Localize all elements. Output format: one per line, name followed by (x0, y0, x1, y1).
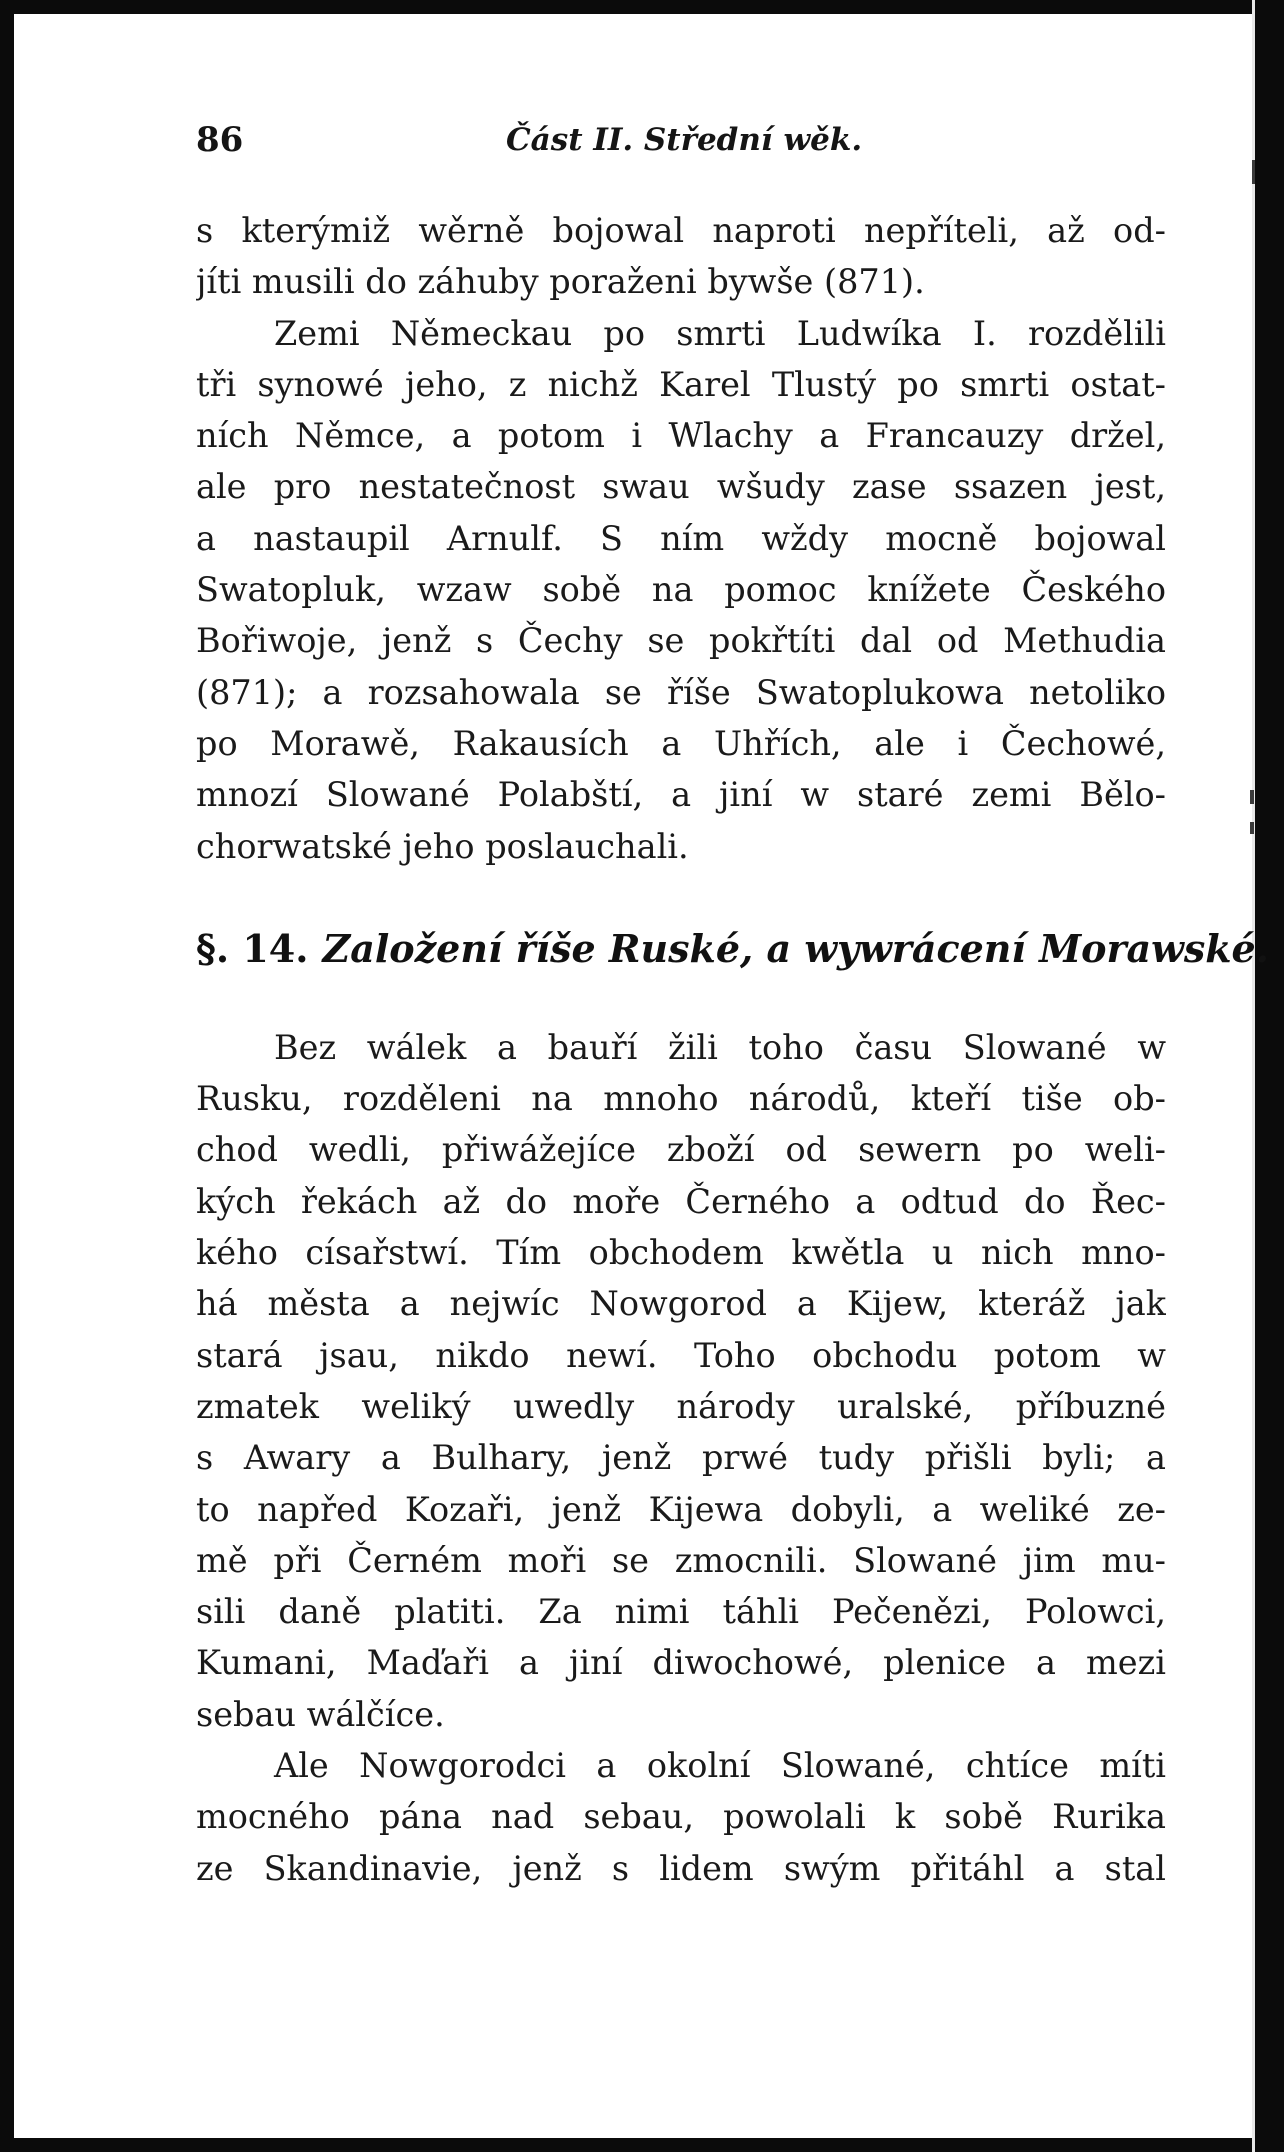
text-line: ale pro nestatečnost swau wšudy zase ssazen jest, (196, 467, 1166, 507)
text-line: sili daně platiti. Za nimi táhli Pečenězi, Polowci, (196, 1592, 1166, 1632)
text-line: chod wedli, přiwážejíce zboží od sewern po weli- (196, 1130, 1166, 1170)
text-line: Zemi Německau po smrti Ludwíka I. rozdělili (274, 313, 1166, 353)
text-line: po Morawě, Rakausích a Uhřích, ale i Čechowé, (196, 723, 1166, 763)
paragraph-4 (196, 1740, 1166, 1894)
text-line: mnozí Slowané Polabští, a jiní w staré zemi Bělo- (196, 775, 1166, 815)
page-body (196, 205, 1269, 1894)
text-line: Ale Nowgorodci a okolní Slowané, chtíce míti (274, 1746, 1166, 1786)
running-title: Část II. Střední wěk. (506, 122, 863, 158)
text-line: mocného pána nad sebau, powolali k sobě Rurika (196, 1797, 1166, 1837)
scan-speck (1250, 822, 1254, 834)
text-line: chorwatské jeho poslauchali. (196, 826, 689, 866)
scan-speck (1250, 790, 1254, 804)
text-line: kého císařstwí. Tím obchodem kwětla u nich mno- (196, 1233, 1166, 1273)
paragraph-2 (196, 308, 1166, 872)
page-header (176, 120, 1176, 180)
text-line: Rusku, rozděleni na mnoho národů, kteří tiše ob- (196, 1079, 1166, 1119)
page-number: 86 (196, 120, 244, 160)
text-line: kých řekách až do moře Černého a odtud do Řec- (196, 1181, 1166, 1221)
section-title: Založení říše Ruské, a wywrácení Morawské. (322, 925, 1269, 971)
text-line: sebau wálčíce. (196, 1694, 445, 1734)
text-line: Kumani, Maďaři a jiní diwochowé, plenice a mezi (196, 1643, 1166, 1683)
scan-speck (1252, 160, 1255, 184)
text-line: jíti musili do záhuby poraženi bywše (871). (196, 262, 925, 302)
text-line: (871); a rozsahowala se říše Swatoplukowa netoliko (196, 672, 1166, 712)
paragraph-1 (196, 205, 1166, 308)
text-line: to napřed Kozaři, jenž Kijewa dobyli, a weliké ze- (196, 1489, 1166, 1529)
text-line: zmatek weliký uwedly národy uralské, příbuzné (196, 1386, 1166, 1426)
text-line: mě při Černém moři se zmocnili. Slowané jim mu- (196, 1540, 1166, 1580)
section-heading (196, 924, 1269, 974)
text-line: Swatopluk, wzaw sobě na pomoc knížete Českého (196, 570, 1166, 610)
text-line: tři synowé jeho, z nichž Karel Tlustý po smrti ostat- (196, 364, 1166, 404)
text-line: s Awary a Bulhary, jenž prwé tudy přišli byli; a (196, 1438, 1166, 1478)
text-line: ních Němce, a potom i Wlachy a Francauzy držel, (196, 416, 1166, 456)
text-line: Bořiwoje, jenž s Čechy se pokřtíti dal od Methudia (196, 621, 1166, 661)
text-line: s kterýmiž wěrně bojowal naproti nepříteli, až od- (196, 211, 1166, 250)
text-line: Bez wálek a bauří žili toho času Slowané w (274, 1027, 1166, 1067)
page-edge (1252, 0, 1255, 2152)
text-line: há města a nejwíc Nowgorod a Kijew, kteráž jak (196, 1284, 1166, 1324)
section-number: §. 14. (196, 925, 309, 971)
text-line: a nastaupil Arnulf. S ním wždy mocně bojowal (196, 518, 1166, 558)
paragraph-3 (196, 1022, 1166, 1740)
text-line: stará jsau, nikdo newí. Toho obchodu potom w (196, 1335, 1166, 1375)
text-line: ze Skandinavie, jenž s lidem swým přitáhl a stal (196, 1848, 1166, 1888)
